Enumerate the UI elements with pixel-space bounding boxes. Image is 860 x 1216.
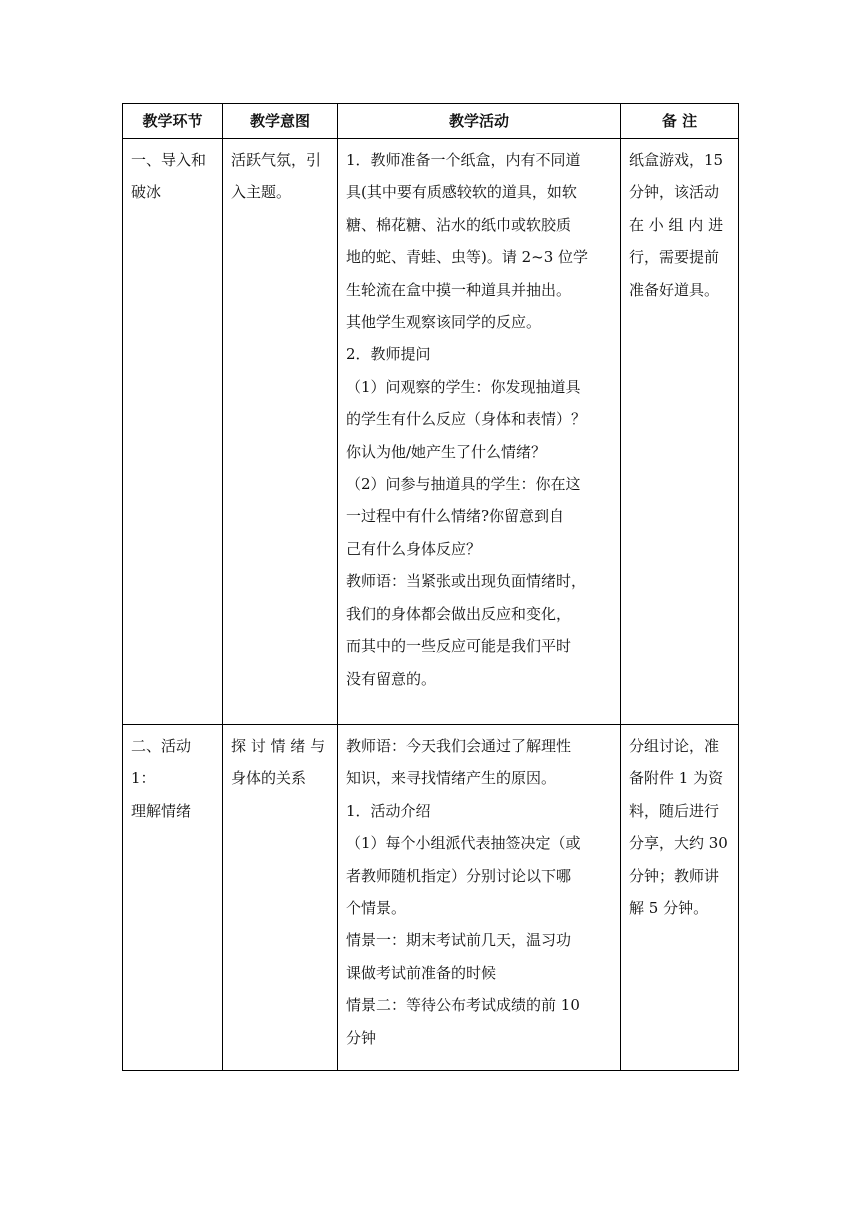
activity-line: 一过程中有什么情绪?你留意到自 — [346, 507, 565, 526]
note-line: 分组讨论，准 — [629, 737, 720, 755]
note-line: 分享，大约 30 — [629, 834, 728, 853]
activity-line: 的学生有什么反应（身体和表情）？ — [346, 410, 587, 429]
intent-line: 探 讨 情 绪 与 — [231, 737, 326, 755]
activity-line: 生轮流在盒中摸一种道具并抽出。 — [346, 280, 572, 299]
activity-line: 而其中的一些反应可能是我们平时 — [346, 637, 572, 656]
note-line: 分钟；教师讲 — [629, 866, 720, 885]
stage-line: 破冰 — [131, 183, 162, 202]
note-line: 分钟，该活动 — [629, 183, 720, 202]
activity-line: （1）每个小组派代表抽签决定（或 — [346, 834, 581, 853]
activity-line: 地的蛇、青蛙、虫等)。请 2~3 位学 — [346, 248, 589, 267]
activity-line: 分钟 — [346, 1028, 377, 1047]
activity-line: 糖、棉花糖、沾水的纸巾或软胶质 — [346, 215, 572, 234]
activity-line: 情景二：等待公布考试成绩的前 10 — [346, 996, 580, 1015]
activity-line: 其他学生观察该同学的反应。 — [346, 313, 542, 332]
header-note: 备 注 — [621, 104, 739, 139]
activity-line: 2．教师提问 — [346, 345, 431, 364]
stage-line: 理解情绪 — [131, 801, 192, 820]
stage-cell — [123, 725, 223, 1071]
header-activity: 教学活动 — [338, 104, 621, 139]
activity-line: 1．教师准备一个纸盒，内有不同道 — [346, 151, 581, 169]
activity-cell — [338, 139, 621, 725]
activity-line: 知识，来寻找情绪产生的原因。 — [346, 769, 557, 788]
activity-line: 我们的身体都会做出反应和变化， — [346, 604, 572, 623]
table-row — [123, 725, 739, 1071]
stage-line: 一、导入和 — [131, 151, 207, 169]
activity-line: （2）问参与抽道具的学生：你在这 — [346, 475, 581, 494]
note-line: 料，随后进行 — [629, 801, 720, 820]
note-line: 行，需要提前 — [629, 248, 720, 267]
activity-line: 教师语：当紧张或出现负面情绪时， — [346, 572, 587, 591]
intent-cell — [223, 139, 338, 725]
stage-cell — [123, 139, 223, 725]
activity-cell — [338, 725, 621, 1071]
note-line: 解 5 分钟。 — [629, 899, 709, 918]
note-line: 在 小 组 内 进 — [629, 215, 724, 234]
activity-line: （1）问观察的学生：你发现抽道具 — [346, 377, 581, 396]
activity-line: 个情景。 — [346, 899, 407, 918]
activity-line: 教师语：今天我们会通过了解理性 — [346, 737, 572, 755]
lesson-plan-table — [122, 103, 739, 1071]
intent-line: 身体的关系 — [231, 769, 307, 788]
activity-line: 课做考试前准备的时候 — [346, 963, 497, 982]
note-line: 备附件 1 为资 — [629, 769, 724, 788]
header-intent: 教学意图 — [223, 104, 338, 139]
activity-line: 者教师随机指定）分别讨论以下哪 — [346, 866, 572, 885]
note-line: 准备好道具。 — [629, 280, 720, 299]
table-row — [123, 139, 739, 725]
activity-line: 情景一：期末考试前几天，温习功 — [346, 931, 572, 950]
stage-line: 二、活动 1： — [131, 737, 192, 788]
table-header-row — [123, 104, 739, 139]
activity-line: 没有留意的。 — [346, 669, 437, 688]
activity-line: 1．活动介绍 — [346, 801, 431, 820]
header-stage: 教学环节 — [123, 104, 223, 139]
intent-line: 活跃气氛，引 — [231, 151, 322, 169]
intent-cell — [223, 725, 338, 1071]
note-cell — [621, 725, 739, 1071]
activity-line: 具(其中要有质感较软的道具，如软 — [346, 183, 577, 202]
note-cell — [621, 139, 739, 725]
activity-line: 己有什么身体反应？ — [346, 539, 482, 558]
note-line: 纸盒游戏，15 — [629, 151, 724, 169]
intent-line: 入主题。 — [231, 183, 292, 202]
activity-line: 你认为他/她产生了什么情绪？ — [346, 442, 547, 461]
